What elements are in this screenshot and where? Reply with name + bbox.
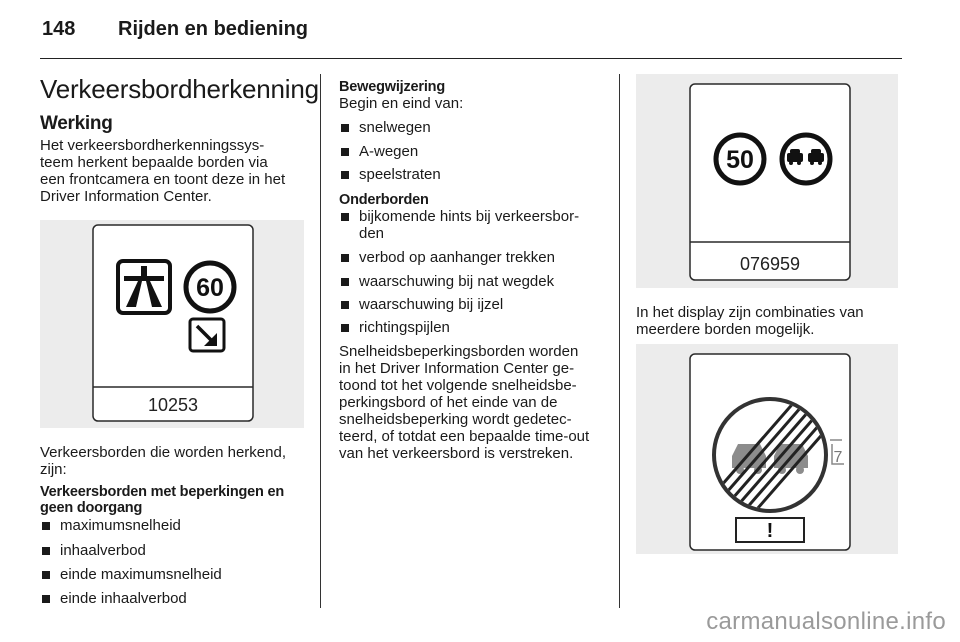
display-frame [690,84,850,280]
speed-limit-icon [186,263,234,311]
paragraph-line: snelheidsbeperking wordt gedetec- [339,411,572,428]
paragraph-line: in het Driver Information Center ge- [339,360,575,377]
caption-line: zijn: [40,461,67,478]
list-item: A-wegen [339,143,418,160]
list-item: maximumsnelheid [40,517,181,534]
no-overtaking-icon [782,135,830,183]
display-illustration-3 [636,344,898,554]
warning-plate-text: ! [766,520,774,542]
figure-code: 076959 [739,254,801,274]
list-item: speelstraten [339,166,441,183]
speed-limit-paragraph [339,343,589,462]
direction-arrow-icon [190,319,224,351]
additional-signs-heading: Onderborden [339,192,429,208]
warning-plate-icon [736,518,804,542]
list-item-line: bijkomende hints bij verkeersbor- [359,208,580,225]
restrictions-heading [40,484,284,516]
subsection-title: Werking [40,113,113,134]
list-item: richtingspijlen [339,319,450,336]
list-item: waarschuwing bij nat wegdek [339,273,554,290]
list-item: snelwegen [339,119,431,136]
intro-line: teem herkent bepaalde borden via [40,154,268,171]
paragraph-line: teerd, of totdat een bepaalde time-out [339,428,590,445]
watermark-link[interactable]: carmanualsonline.info [706,608,946,635]
intro-line: een frontcamera en toont deze in het [40,171,286,188]
speed-limit-icon [716,135,764,183]
figure-end-of-no-overtaking [636,344,898,554]
caption-line: In het display zijn combinaties van [636,304,864,321]
page-number: 148 [42,18,76,40]
column-divider-1 [320,74,321,608]
paragraph-line: van het verkeersbord is verstreken. [339,445,574,462]
figure-caption [636,304,864,338]
figure-caption [40,444,286,478]
figure-076959 [636,74,898,288]
paragraph-line: Snelheidsbeperkingsborden worden [339,343,579,360]
speed-value: 60 [196,274,224,302]
list-item-line: den [359,225,385,242]
section-title: Verkeersbordherkenning [40,74,319,104]
list-item [339,208,579,242]
intro-line: Het verkeersbordherkenningssys- [40,137,265,154]
heading-line: Verkeersborden met beperkingen en [40,484,285,500]
figure-code: 10253 [147,395,199,415]
motorway-icon [118,261,170,313]
list-item: einde maximumsnelheid [40,566,222,583]
column-divider-2 [619,74,620,608]
display-illustration-2 [636,74,898,288]
signposting-intro: Begin en eind van: [339,95,464,112]
speed-value: 50 [726,146,754,174]
paragraph-line: perkingsbord of het einde van de [339,394,558,411]
list-item: verbod op aanhanger trekken [339,249,555,266]
heading-line: geen doorgang [40,500,143,516]
chapter-title: Rijden en bediening [118,18,309,40]
display-illustration-1 [40,220,304,428]
figure-10253 [40,220,304,428]
intro-line: Driver Information Center. [40,188,212,205]
caption-line: meerdere borden mogelijk. [636,321,815,338]
list-item: inhaalverbod [40,542,146,559]
intro-text [40,137,285,205]
header-divider [40,58,902,59]
paragraph-line: toond tot het volgende snelheidsbe- [339,377,577,394]
signposting-heading: Bewegwijzering [339,79,445,95]
caption-line: Verkeersborden die worden herkend, [40,444,286,461]
side-value: 7 [833,449,843,466]
list-item: waarschuwing bij ijzel [339,296,503,313]
display-frame [93,225,253,421]
list-item: einde inhaalverbod [40,590,187,607]
